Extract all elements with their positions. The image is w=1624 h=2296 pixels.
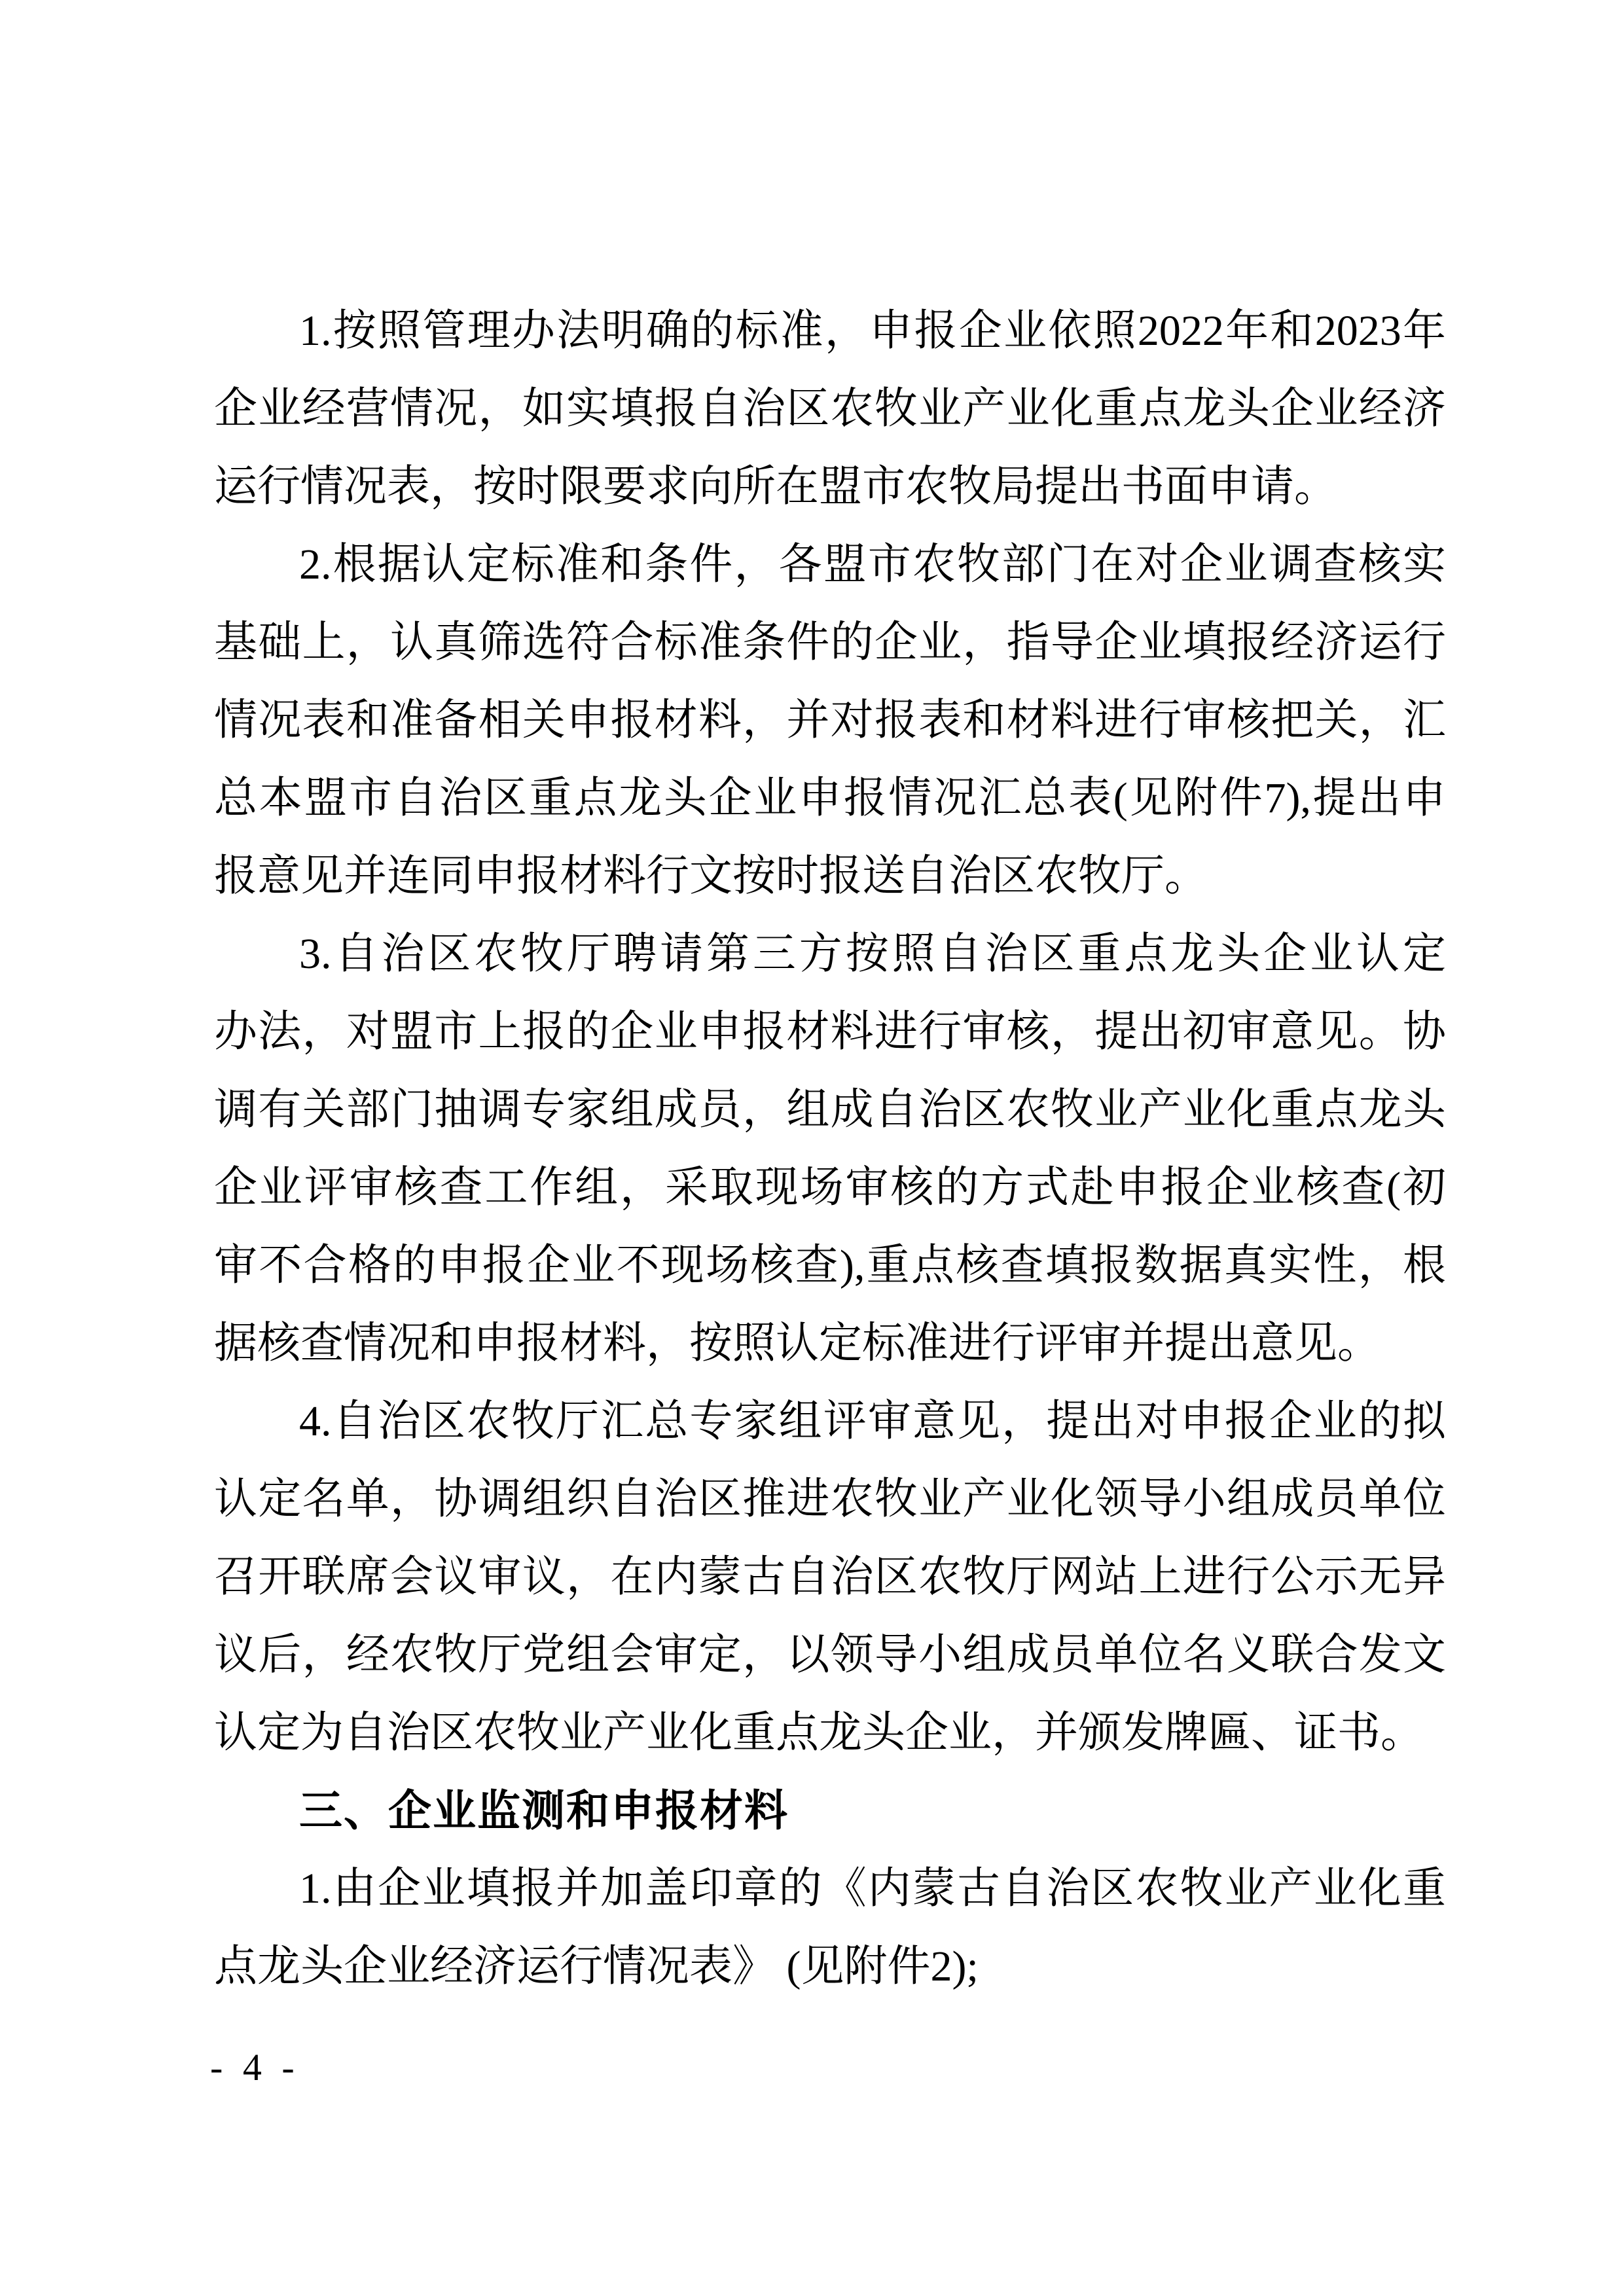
text-line: 企业评审核查工作组，采取现场审核的方式赴申报企业核查(初: [214, 1164, 1446, 1211]
text-line: 召开联席会议审议，在内蒙古自治区农牧厅网站上进行公示无异: [214, 1553, 1446, 1601]
text-line: 运行情况表，按时限要求向所在盟市农牧局提出书面申请。: [214, 463, 1337, 511]
text-line: 1.按照管理办法明确的标准，申报企业依照2022年和2023年: [299, 307, 1446, 355]
document-text: [214, 292, 1446, 2005]
text-line: 点龙头企业经济运行情况表》 (见附件2);: [214, 1943, 979, 1990]
section-heading: 三、企业监测和申报材料: [299, 1786, 789, 1835]
text-line: 办法，对盟市上报的企业申报材料进行审核，提出初审意见。协: [214, 1008, 1446, 1056]
text-line: 报意见并连同申报材料行文按时报送自治区农牧厅。: [214, 852, 1208, 900]
text-line: 4.自治区农牧厅汇总专家组评审意见，提出对申报企业的拟: [299, 1397, 1446, 1445]
text-line: 企业经营情况，如实填报自治区农牧业产业化重点龙头企业经济: [214, 385, 1446, 433]
text-line: 2.根据认定标准和条件，各盟市农牧部门在对企业调查核实: [299, 541, 1446, 588]
text-line: 1.由企业填报并加盖印章的《内蒙古自治区农牧业产业化重: [299, 1865, 1446, 1912]
text-line: 情况表和准备相关申报材料，并对报表和材料进行审核把关，汇: [214, 696, 1446, 744]
text-line: 总本盟市自治区重点龙头企业申报情况汇总表(见附件7),提出申: [214, 774, 1446, 822]
page-number: - 4 -: [210, 2046, 300, 2089]
text-line: 调有关部门抽调专家组成员，组成自治区农牧业产业化重点龙头: [214, 1086, 1446, 1134]
text-line: 据核查情况和申报材料，按照认定标准进行评审并提出意见。: [214, 1319, 1380, 1367]
text-line: 认定为自治区农牧业产业化重点龙头企业，并颁发牌匾、证书。: [214, 1709, 1424, 1757]
text-line: 3.自治区农牧厅聘请第三方按照自治区重点龙头企业认定: [299, 930, 1446, 978]
text-line: 议后，经农牧厅党组会审定，以领导小组成员单位名义联合发文: [214, 1631, 1446, 1679]
text-line: 审不合格的申报企业不现场核查),重点核查填报数据真实性，根: [214, 1242, 1446, 1289]
text-line: 基础上，认真筛选符合标准条件的企业，指导企业填报经济运行: [214, 619, 1446, 666]
text-line: 认定名单，协调组织自治区推进农牧业产业化领导小组成员单位: [214, 1475, 1446, 1523]
